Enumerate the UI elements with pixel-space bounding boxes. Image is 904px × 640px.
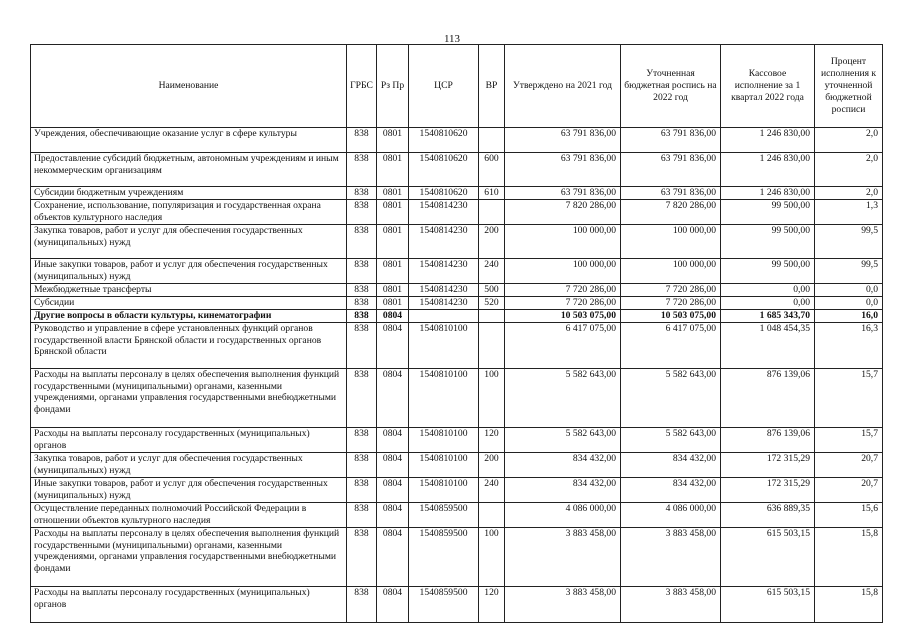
table-row: [31, 428, 883, 453]
cell-csr: 1540810620: [409, 187, 479, 200]
cell-rzpr: 0801: [377, 200, 409, 225]
cell-grbs: 838: [347, 187, 377, 200]
cell-name: Расходы на выплаты персоналу в целях обеспечения выполнения функций государственными (муниципальными) органами, казенными учреждениями, органами управления государственными внебюджетными фондами: [31, 528, 347, 587]
cell-percent: 1,3: [815, 200, 883, 225]
cell-approved: 4 086 000,00: [505, 503, 621, 528]
cell-rzpr: 0804: [377, 428, 409, 453]
cell-vr: 610: [479, 187, 505, 200]
cell-refined: 5 582 643,00: [621, 369, 721, 428]
header-vr: ВР: [479, 45, 505, 128]
cell-approved: 3 883 458,00: [505, 587, 621, 623]
cell-percent: 15,8: [815, 587, 883, 623]
table-row: [31, 187, 883, 200]
table-row: [31, 153, 883, 187]
cell-approved: 63 791 836,00: [505, 153, 621, 187]
cell-name: Другие вопросы в области культуры, кинематографии: [31, 310, 347, 323]
cell-percent: 99,5: [815, 225, 883, 259]
cell-cash: 876 139,06: [721, 369, 815, 428]
cell-approved: 834 432,00: [505, 453, 621, 478]
cell-vr: 520: [479, 297, 505, 310]
cell-rzpr: 0804: [377, 503, 409, 528]
cell-name: Иные закупки товаров, работ и услуг для обеспечения государственных (муниципальных) нужд: [31, 259, 347, 284]
cell-cash: 615 503,15: [721, 587, 815, 623]
cell-refined: 63 791 836,00: [621, 187, 721, 200]
table-body: [31, 128, 883, 623]
cell-approved: 63 791 836,00: [505, 128, 621, 153]
cell-refined: 10 503 075,00: [621, 310, 721, 323]
cell-name: Сохранение, использование, популяризация и государственная охрана объектов культурного наследия: [31, 200, 347, 225]
cell-vr: [479, 503, 505, 528]
cell-csr: 1540810100: [409, 369, 479, 428]
header-grbs: ГРБС: [347, 45, 377, 128]
cell-grbs: 838: [347, 528, 377, 587]
cell-csr: 1540814230: [409, 284, 479, 297]
cell-approved: 100 000,00: [505, 259, 621, 284]
cell-cash: 1 048 454,35: [721, 323, 815, 369]
header-name: Наименование: [31, 45, 347, 128]
cell-csr: 1540814230: [409, 225, 479, 259]
cell-approved: 834 432,00: [505, 478, 621, 503]
cell-vr: 120: [479, 428, 505, 453]
cell-csr: 1540814230: [409, 259, 479, 284]
cell-refined: 63 791 836,00: [621, 128, 721, 153]
cell-vr: [479, 200, 505, 225]
cell-vr: [479, 310, 505, 323]
cell-percent: 15,7: [815, 428, 883, 453]
cell-vr: [479, 128, 505, 153]
cell-percent: 16,0: [815, 310, 883, 323]
cell-percent: 20,7: [815, 453, 883, 478]
cell-vr: 500: [479, 284, 505, 297]
cell-grbs: 838: [347, 369, 377, 428]
cell-refined: 7 720 286,00: [621, 297, 721, 310]
cell-refined: 100 000,00: [621, 225, 721, 259]
cell-approved: 7 720 286,00: [505, 297, 621, 310]
cell-name: Межбюджетные трансферты: [31, 284, 347, 297]
cell-csr: 1540859500: [409, 587, 479, 623]
cell-rzpr: 0804: [377, 528, 409, 587]
cell-name: Руководство и управление в сфере установленных функций органов государственной власти Брянской области и государственных органов Брянской области: [31, 323, 347, 369]
cell-refined: 834 432,00: [621, 478, 721, 503]
table-row: [31, 528, 883, 587]
cell-cash: 99 500,00: [721, 225, 815, 259]
table-row: [31, 297, 883, 310]
cell-rzpr: 0801: [377, 259, 409, 284]
cell-rzpr: 0804: [377, 369, 409, 428]
cell-percent: 99,5: [815, 259, 883, 284]
cell-csr: 1540810100: [409, 478, 479, 503]
cell-rzpr: 0804: [377, 587, 409, 623]
cell-csr: 1540810100: [409, 323, 479, 369]
cell-grbs: 838: [347, 428, 377, 453]
cell-percent: 15,7: [815, 369, 883, 428]
cell-csr: 1540810100: [409, 428, 479, 453]
cell-percent: 2,0: [815, 187, 883, 200]
cell-cash: 0,00: [721, 284, 815, 297]
cell-vr: 240: [479, 259, 505, 284]
cell-grbs: 838: [347, 453, 377, 478]
cell-cash: 1 246 830,00: [721, 187, 815, 200]
cell-refined: 100 000,00: [621, 259, 721, 284]
cell-grbs: 838: [347, 478, 377, 503]
table-row: [31, 259, 883, 284]
cell-rzpr: 0804: [377, 478, 409, 503]
cell-refined: 7 820 286,00: [621, 200, 721, 225]
cell-vr: [479, 323, 505, 369]
cell-grbs: 838: [347, 587, 377, 623]
cell-refined: 4 086 000,00: [621, 503, 721, 528]
table-row: [31, 369, 883, 428]
header-csr: ЦСР: [409, 45, 479, 128]
cell-approved: 6 417 075,00: [505, 323, 621, 369]
cell-rzpr: 0801: [377, 128, 409, 153]
cell-refined: 834 432,00: [621, 453, 721, 478]
table-row: [31, 587, 883, 623]
cell-grbs: 838: [347, 284, 377, 297]
cell-cash: 0,00: [721, 297, 815, 310]
table-row: [31, 323, 883, 369]
cell-name: Расходы на выплаты персоналу государственных (муниципальных) органов: [31, 587, 347, 623]
table-row: [31, 200, 883, 225]
cell-approved: 5 582 643,00: [505, 428, 621, 453]
cell-rzpr: 0804: [377, 310, 409, 323]
cell-csr: [409, 310, 479, 323]
cell-percent: 15,6: [815, 503, 883, 528]
cell-rzpr: 0801: [377, 284, 409, 297]
cell-percent: 2,0: [815, 128, 883, 153]
cell-vr: 200: [479, 453, 505, 478]
cell-refined: 63 791 836,00: [621, 153, 721, 187]
cell-rzpr: 0801: [377, 297, 409, 310]
cell-grbs: 838: [347, 503, 377, 528]
cell-grbs: 838: [347, 297, 377, 310]
cell-percent: 16,3: [815, 323, 883, 369]
cell-csr: 1540810620: [409, 128, 479, 153]
cell-refined: 5 582 643,00: [621, 428, 721, 453]
cell-vr: 200: [479, 225, 505, 259]
cell-approved: 63 791 836,00: [505, 187, 621, 200]
cell-cash: 615 503,15: [721, 528, 815, 587]
cell-refined: 3 883 458,00: [621, 528, 721, 587]
cell-vr: 100: [479, 369, 505, 428]
header-percent: Процент исполнения к уточненной бюджетной росписи: [815, 45, 883, 128]
cell-grbs: 838: [347, 310, 377, 323]
table-row: [31, 453, 883, 478]
cell-cash: 99 500,00: [721, 259, 815, 284]
cell-name: Предоставление субсидий бюджетным, автономным учреждениям и иным некоммерческим организациям: [31, 153, 347, 187]
cell-cash: 172 315,29: [721, 453, 815, 478]
cell-name: Субсидии бюджетным учреждениям: [31, 187, 347, 200]
header-cash: Кассовое исполнение за 1 квартал 2022 года: [721, 45, 815, 128]
cell-vr: 600: [479, 153, 505, 187]
header-refined: Уточненная бюджетная роспись на 2022 год: [621, 45, 721, 128]
cell-refined: 7 720 286,00: [621, 284, 721, 297]
cell-csr: 1540814230: [409, 200, 479, 225]
cell-csr: 1540810100: [409, 453, 479, 478]
cell-rzpr: 0801: [377, 187, 409, 200]
cell-name: Расходы на выплаты персоналу в целях обеспечения выполнения функций государственными (муниципальными) органами, казенными учреждениями, органами управления государственными внебюджетными фондами: [31, 369, 347, 428]
cell-percent: 15,8: [815, 528, 883, 587]
cell-approved: 10 503 075,00: [505, 310, 621, 323]
cell-approved: 100 000,00: [505, 225, 621, 259]
cell-vr: 240: [479, 478, 505, 503]
cell-cash: 1 246 830,00: [721, 153, 815, 187]
header-rzpr: Рз Пр: [377, 45, 409, 128]
table-row: [31, 225, 883, 259]
cell-csr: 1540859500: [409, 503, 479, 528]
cell-grbs: 838: [347, 128, 377, 153]
cell-name: Закупка товаров, работ и услуг для обеспечения государственных (муниципальных) нужд: [31, 453, 347, 478]
cell-grbs: 838: [347, 225, 377, 259]
page-number: 113: [443, 33, 461, 45]
cell-grbs: 838: [347, 153, 377, 187]
cell-cash: 876 139,06: [721, 428, 815, 453]
cell-vr: 120: [479, 587, 505, 623]
cell-percent: 0,0: [815, 284, 883, 297]
cell-approved: 5 582 643,00: [505, 369, 621, 428]
header-row: [31, 45, 883, 128]
cell-percent: 2,0: [815, 153, 883, 187]
table-row: [31, 503, 883, 528]
cell-rzpr: 0804: [377, 323, 409, 369]
header-approved: Утверждено на 2021 год: [505, 45, 621, 128]
cell-approved: 3 883 458,00: [505, 528, 621, 587]
table-row: [31, 128, 883, 153]
cell-csr: 1540859500: [409, 528, 479, 587]
cell-percent: 20,7: [815, 478, 883, 503]
cell-cash: 636 889,35: [721, 503, 815, 528]
cell-csr: 1540814230: [409, 297, 479, 310]
cell-grbs: 838: [347, 200, 377, 225]
cell-name: Субсидии: [31, 297, 347, 310]
cell-name: Иные закупки товаров, работ и услуг для обеспечения государственных (муниципальных) нужд: [31, 478, 347, 503]
table-row: [31, 284, 883, 297]
cell-name: Учреждения, обеспечивающие оказание услуг в сфере культуры: [31, 128, 347, 153]
cell-grbs: 838: [347, 323, 377, 369]
cell-approved: 7 820 286,00: [505, 200, 621, 225]
cell-vr: 100: [479, 528, 505, 587]
budget-table: [30, 44, 883, 623]
cell-refined: 6 417 075,00: [621, 323, 721, 369]
cell-cash: 99 500,00: [721, 200, 815, 225]
table-row: [31, 478, 883, 503]
cell-percent: 0,0: [815, 297, 883, 310]
cell-rzpr: 0801: [377, 153, 409, 187]
cell-cash: 1 246 830,00: [721, 128, 815, 153]
cell-name: Осуществление переданных полномочий Российской Федерации в отношении объектов культурного наследия: [31, 503, 347, 528]
cell-grbs: 838: [347, 259, 377, 284]
table-row: [31, 310, 883, 323]
cell-cash: 172 315,29: [721, 478, 815, 503]
cell-cash: 1 685 343,70: [721, 310, 815, 323]
cell-refined: 3 883 458,00: [621, 587, 721, 623]
cell-csr: 1540810620: [409, 153, 479, 187]
cell-name: Закупка товаров, работ и услуг для обеспечения государственных (муниципальных) нужд: [31, 225, 347, 259]
cell-approved: 7 720 286,00: [505, 284, 621, 297]
cell-name: Расходы на выплаты персоналу государственных (муниципальных) органов: [31, 428, 347, 453]
cell-rzpr: 0804: [377, 453, 409, 478]
cell-rzpr: 0801: [377, 225, 409, 259]
